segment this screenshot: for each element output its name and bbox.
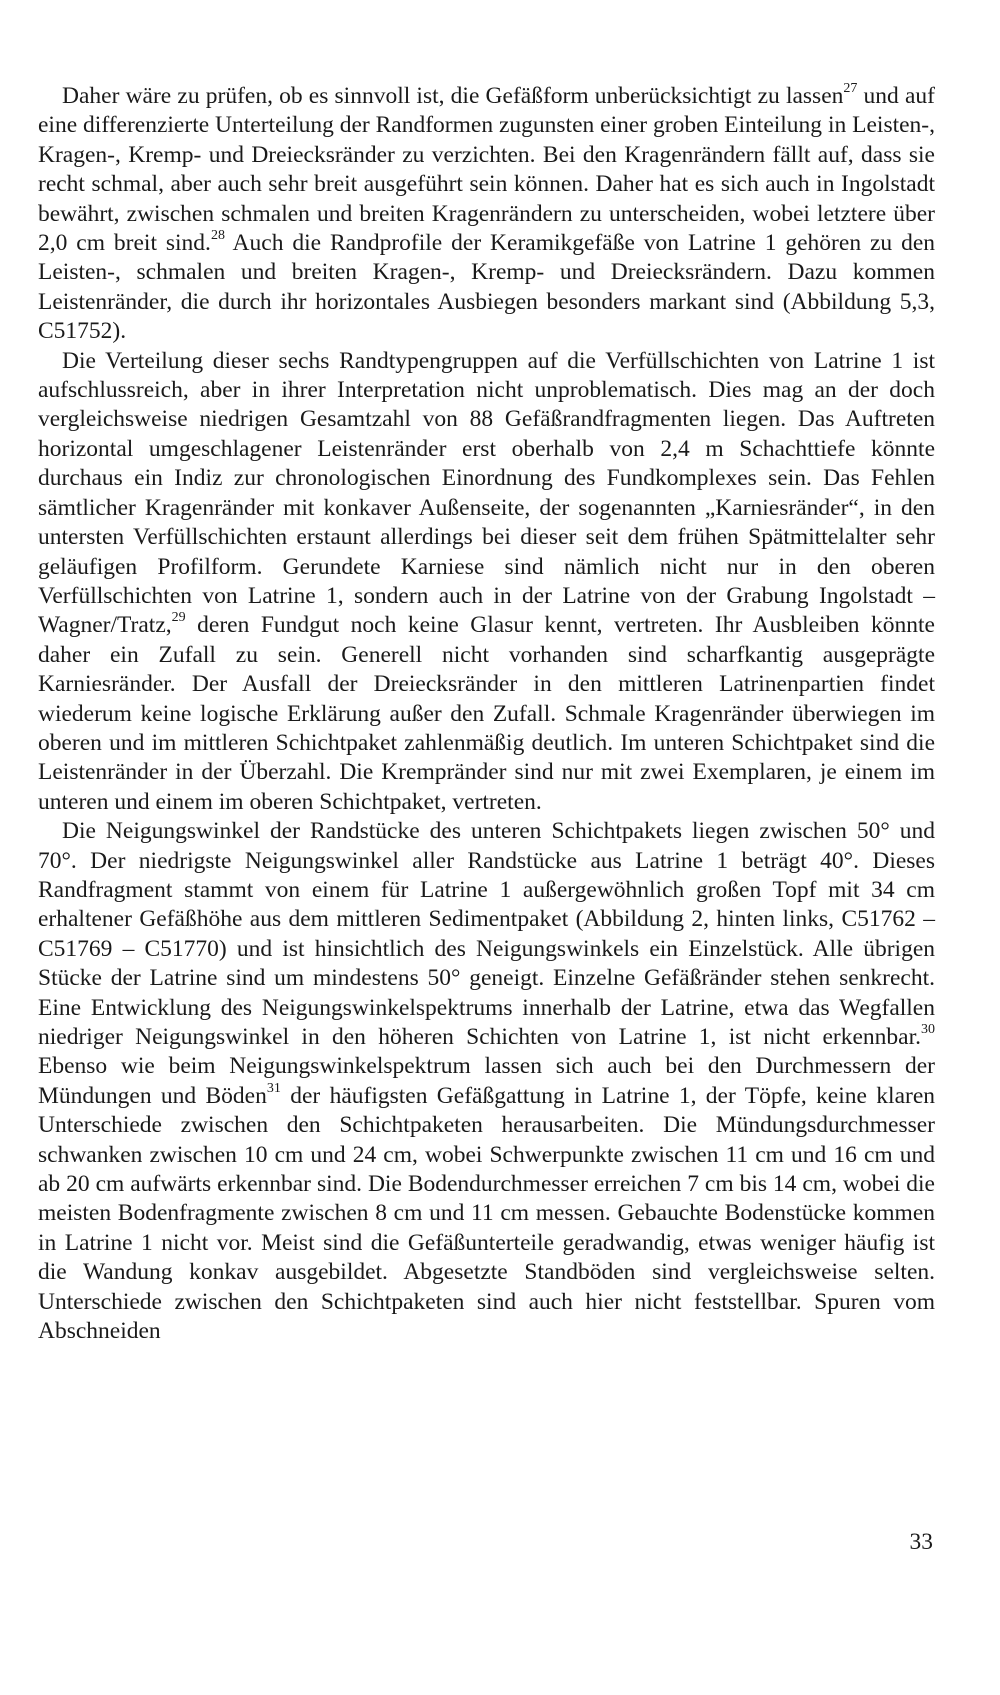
paragraph (38, 347, 935, 818)
paragraph (38, 817, 935, 1346)
footnote-ref: 31 (266, 1080, 281, 1096)
text-run: Die Verteilung dieser sechs Randtypengruppen auf die Verfüllschichten von Latrine 1 ist aufschlussreich, aber in ihrer Interpretation nicht unproblematisch. Dies mag an der doch vergleichsweise niedrigen Gesamtzahl von 88 Gefäßrandfragmenten liegen. Das Auftreten horizontal umgeschlagener Leistenränder erst oberhalb von 2,4 m Schachttiefe könnte durchaus ein Indiz zur chronologischen Einordnung des Fundkomplexes sein. Das Fehlen sämtlicher Kragenränder mit konkaver Außenseite, der sogenannten „Karniesränder“, in den untersten Verfüllschichten erstaunt allerdings bei dieser seit dem frühen Spätmittelalter sehr geläufigen Profilform. Gerundete Karniese sind nämlich nicht nur in den oberen Verfüllschichten von Latrine 1, sondern auch in der Latrine von der Grabung Ingolstadt – Wagner/Tratz, (38, 347, 935, 639)
text-run: Die Neigungswinkel der Randstücke des unteren Schichtpakets liegen zwischen 50° und 70°. Der niedrigste Neigungswinkel aller Randstücke aus Latrine 1 beträgt 40°. Dieses Randfragment stammt von einem für Latrine 1 außergewöhnlich großen Topf mit 34 cm erhaltener Gefäßhöhe aus dem mittleren Sedimentpaket (Abbildung 2, hinten links, C51762 – C51769 – C51770) und ist hinsichtlich des Neigungswinkels ein Einzelstück. Alle übrigen Stücke der Latrine sind um mindestens 50° geneigt. Einzelne Gefäßränder stehen senkrecht. Eine Entwicklung des Neigungswinkelspektrums innerhalb der Latrine, etwa das Wegfallen niedriger Neigungswinkel in den höheren Schichten von Latrine 1, ist nicht erkennbar. (38, 818, 935, 1050)
text-run: deren Fundgut noch keine Glasur kennt, vertreten. Ihr Ausbleiben könnte daher ein Zufall zu sein. Generell nicht vorhanden sind scharfkantig ausgeprägte Karniesränder. Der Ausfall der Dreiecksränder in den mittleren Latrinenpartien findet wiederum keine logische Erklärung außer den Zufall. Schmale Kragenränder überwiegen im oberen und im mittleren Schichtpaket zahlenmäßig deutlich. Im unteren Schichtpaket sind die Leistenränder in der Überzahl. Die Krempränder sind nur mit zwei Exemplaren, je einem im unteren und einem im oberen Schichtpaket, vertreten. (38, 612, 935, 815)
text-run: Ebenso wie beim Neigungswinkelspektrum lassen sich auch bei den Durchmessern der Mündungen und Böden (38, 1053, 935, 1109)
text-run: der häufigsten Gefäßgattung in Latrine 1, der Töpfe, keine klaren Unterschiede zwischen den Schichtpaketen herausarbeiten. Die Mündungsdurchmesser schwanken zwischen 10 cm und 24 cm, wobei Schwerpunkte zwischen 11 cm und 16 cm und ab 20 cm aufwärts erkennbar sind. Die Bodendurchmesser erreichen 7 cm bis 14 cm, wobei die meisten Bodenfragmente zwischen 8 cm und 11 cm messen. Gebauchte Bodenstücke kommen in Latrine 1 nicht vor. Meist sind die Gefäßunterteile geradwandig, etwas weniger häufig ist die Wandung konkav ausgebildet. Abgesetzte Standböden sind vergleichsweise selten. Unterschiede zwischen den Schichtpaketen sind auch hier nicht feststellbar. Spuren vom Abschneiden (38, 1082, 936, 1345)
text-run: Daher wäre zu prüfen, ob es sinnvoll ist, die Gefäßform unberücksichtigt zu lassen (62, 83, 844, 109)
text-run: und auf eine differenzierte Unterteilung der Randformen zugunsten einer groben Einteilung in Leisten-, Kragen-, Kremp- und Dreiecksränder zu verzichten. Bei den Kragenrändern fällt auf, dass sie recht schmal, aber auch sehr breit ausgeführt sein können. Daher hat es sich auch in Ingolstadt bewährt, zwischen schmalen und breiten Kragenrändern zu unterscheiden, wobei letztere über 2,0 cm breit sind. (38, 83, 935, 257)
text-run: Auch die Randprofile der Keramikgefäße von Latrine 1 gehören zu den Leisten-, schmalen und breiten Kragen-, Kremp- und Dreiecksrändern. Dazu kommen Leistenränder, die durch ihr horizontales Ausbiegen besonders markant sind (Abbildung 5,3, C51752). (38, 230, 935, 345)
paragraph (38, 82, 935, 347)
footnote-ref: 27 (843, 81, 858, 97)
footnote-ref: 29 (171, 610, 186, 626)
footnote-ref: 30 (921, 1022, 935, 1038)
body-text (38, 82, 935, 1346)
footnote-ref: 28 (210, 228, 225, 244)
page-number: 33 (909, 1529, 933, 1555)
